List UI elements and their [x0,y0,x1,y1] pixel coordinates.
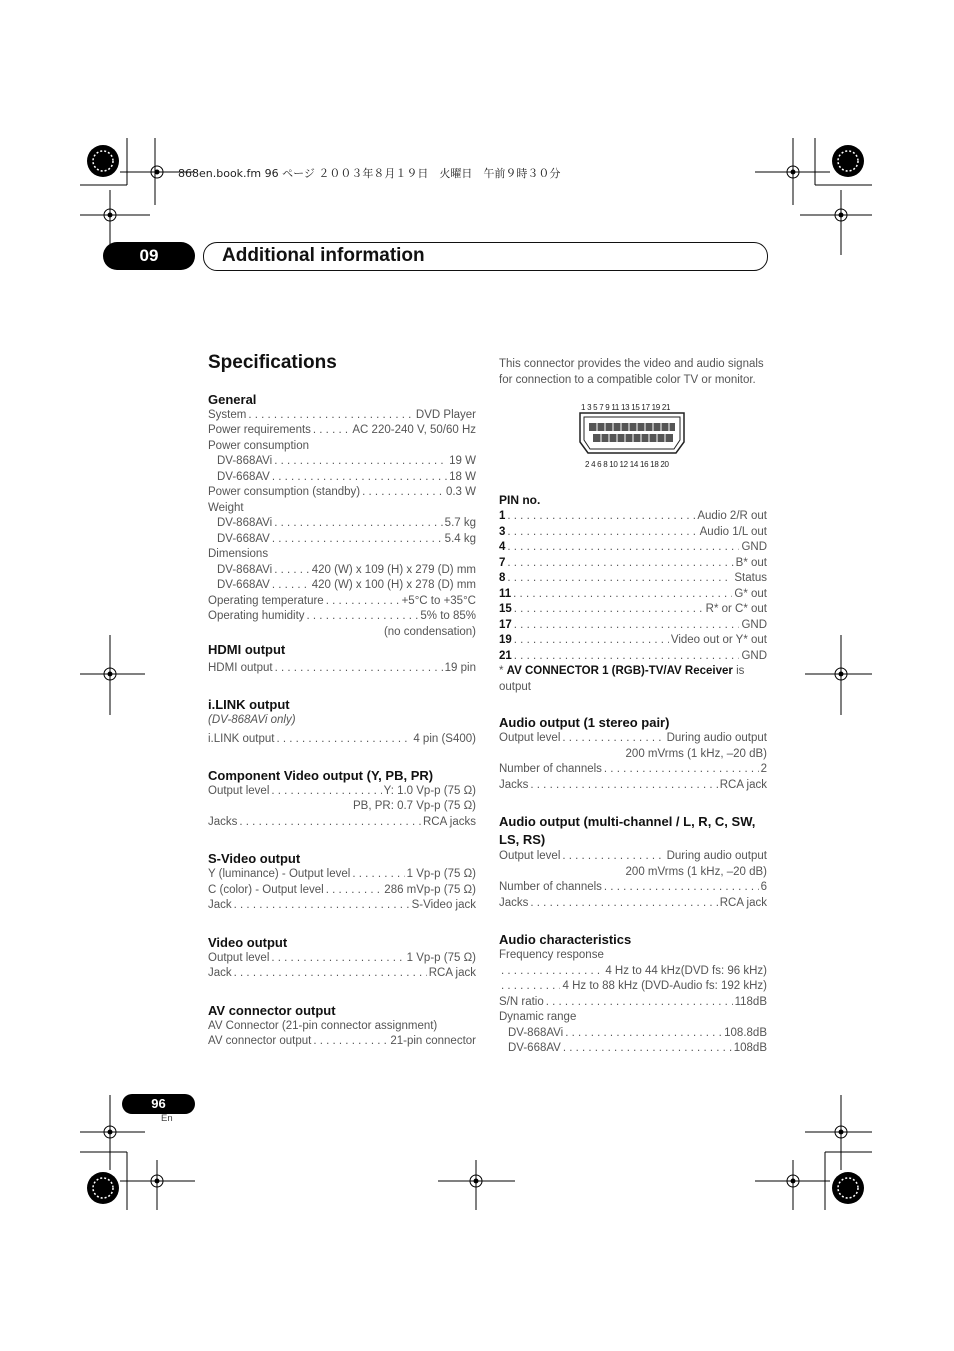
audio-stereo-heading: Audio output (1 stereo pair) [499,715,670,730]
component-heading: Component Video output (Y, PB, PR) [208,767,434,783]
spec-row: AV connector output . . . 21-pin connector [208,1034,476,1050]
connector-bottom-labels: 2 4 6 8 10 12 14 16 18 20 [585,460,669,469]
spec-row: Jacks . . . RCA jack [499,778,767,794]
pin-row: 8 . . . Status [499,571,767,587]
spec-row: Output level . . . During audio output [499,849,767,865]
spec-label: Dimensions [208,548,269,560]
spec-row: i.LINK output . . . 4 pin (S400) [208,732,476,748]
spec-row: DV-868AVi . . . 5.7 kg [208,516,476,532]
scart-connector-icon [579,412,685,454]
spec-row: Power consumption (standby) . . . 0.3 W [208,485,476,501]
spec-label: AV Connector (21-pin connector assignment) [208,1019,438,1032]
ilink-note: (DV-868AVi only) [208,713,296,726]
svideo-heading: S-Video output [208,851,301,866]
spec-row: . . . 4 Hz to 44 kHz(DVD fs: 96 kHz) [499,964,767,980]
pin-row: 1 . . . Audio 2/R out [499,509,767,525]
spec-row: DV-668AV . . . 420 (W) x 100 (H) x 278 (D) mm [208,578,476,594]
pin-row: 3 . . . Audio 1/L out [499,525,767,541]
spec-label: Power consumption [208,439,309,452]
general-heading: General [208,391,257,407]
spec-row: . . . 4 Hz to 88 kHz (DVD-Audio fs: 192 kHz) [499,979,767,995]
spec-row: Power requirements . . . AC 220-240 V, 50/60 Hz [208,423,476,439]
spec-row: DV-668AV . . . 108dB [499,1041,767,1057]
spec-note: (no condensation) [383,625,476,638]
spec-row: Number of channels . . . 2 [499,762,767,778]
page-number: 96 [122,1094,195,1114]
spec-row: Jack . . . S-Video jack [208,898,476,914]
pin-row: 21 . . . GND [499,649,767,665]
right-column [499,357,767,1057]
pin-row: 7 . . . B* out [499,556,767,572]
spec-row: DV-668AV . . . 18 W [208,470,476,486]
connector-top-labels: 1 3 5 7 9 11 13 15 17 19 21 [581,403,671,412]
spec-row: DV-868AVi . . . 108.8dB [499,1026,767,1042]
spec-value: PB, PR: 0.7 Vp-p (75 Ω) [352,800,476,812]
chapter-title: Additional information [222,245,425,266]
spec-row: Output level . . . During audio output [499,731,767,747]
spec-label: Weight [208,501,244,514]
pin-row: 19 . . . Video out or Y* out [499,633,767,649]
spec-value: 200 mVrms (1 kHz, –20 dB) [625,747,767,760]
ilink-heading: i.LINK output [208,696,290,712]
pin-row: 17 . . . GND [499,618,767,634]
scart-connector-diagram [499,400,767,492]
spec-row: DV-668AV . . . 5.4 kg [208,532,476,548]
spec-row: Jack . . . RCA jack [208,966,476,982]
connector-intro: This connector provides the video and audio signals for connection to a compatible color TV or monitor. [499,358,764,386]
spec-row: System . . . DVD Player [208,408,476,424]
spec-row: Output level . . . 1 Vp-p (75 Ω) [208,951,476,967]
file-header: 868en.book.fm 96 ページ ２００３年８月１９日 火曜日 午前９時３０分 [178,167,561,180]
pin-heading: PIN no. [499,493,541,507]
spec-row: Output level . . . Y: 1.0 Vp-p (75 Ω) [208,784,476,800]
page-title: Specifications [208,352,337,373]
spec-row: Number of channels . . . 6 [499,880,767,896]
spec-row: S/N ratio . . . 118dB [499,995,767,1011]
spec-label: Frequency response [499,949,604,961]
pin-note: * AV CONNECTOR 1 (RGB)-TV/AV Receiver is output [499,665,745,693]
hdmi-heading: HDMI output [208,642,286,657]
spec-row: Jacks . . . RCA jack [499,896,767,912]
pin-list [499,509,767,664]
left-column [208,352,476,1050]
audio-multi-heading: Audio output (multi-channel / L, R, C, SW, LS, RS) [499,814,756,847]
spec-row: DV-868AVi . . . 19 W [208,454,476,470]
pin-row: 4 . . . GND [499,540,767,556]
spec-label: Dynamic range [499,1011,577,1023]
pin-row: 11 . . . G* out [499,587,767,603]
spec-row: Y (luminance) - Output level . . . 1 Vp-p (75 Ω) [208,867,476,883]
page-language: En [161,1113,173,1124]
spec-row: Operating humidity . . . 5% to 85% [208,609,476,625]
audio-char-heading: Audio characteristics [499,932,632,947]
spec-row: HDMI output . . . 19 pin [208,661,476,677]
spec-row: Jacks . . . RCA jacks [208,815,476,831]
video-heading: Video output [208,934,288,950]
av-heading: AV connector output [208,1002,336,1018]
spec-value: 200 mVrms (1 kHz, –20 dB) [625,865,767,878]
pin-row: 15 . . . R* or C* out [499,602,767,618]
chapter-number: 09 [103,242,195,270]
spec-row: DV-868AVi . . . 420 (W) x 109 (H) x 279 (D) mm [208,563,476,579]
spec-row: Operating temperature . . . +5°C to +35°C [208,594,476,610]
spec-row: C (color) - Output level . . . 286 mVp-p (75 Ω) [208,883,476,899]
